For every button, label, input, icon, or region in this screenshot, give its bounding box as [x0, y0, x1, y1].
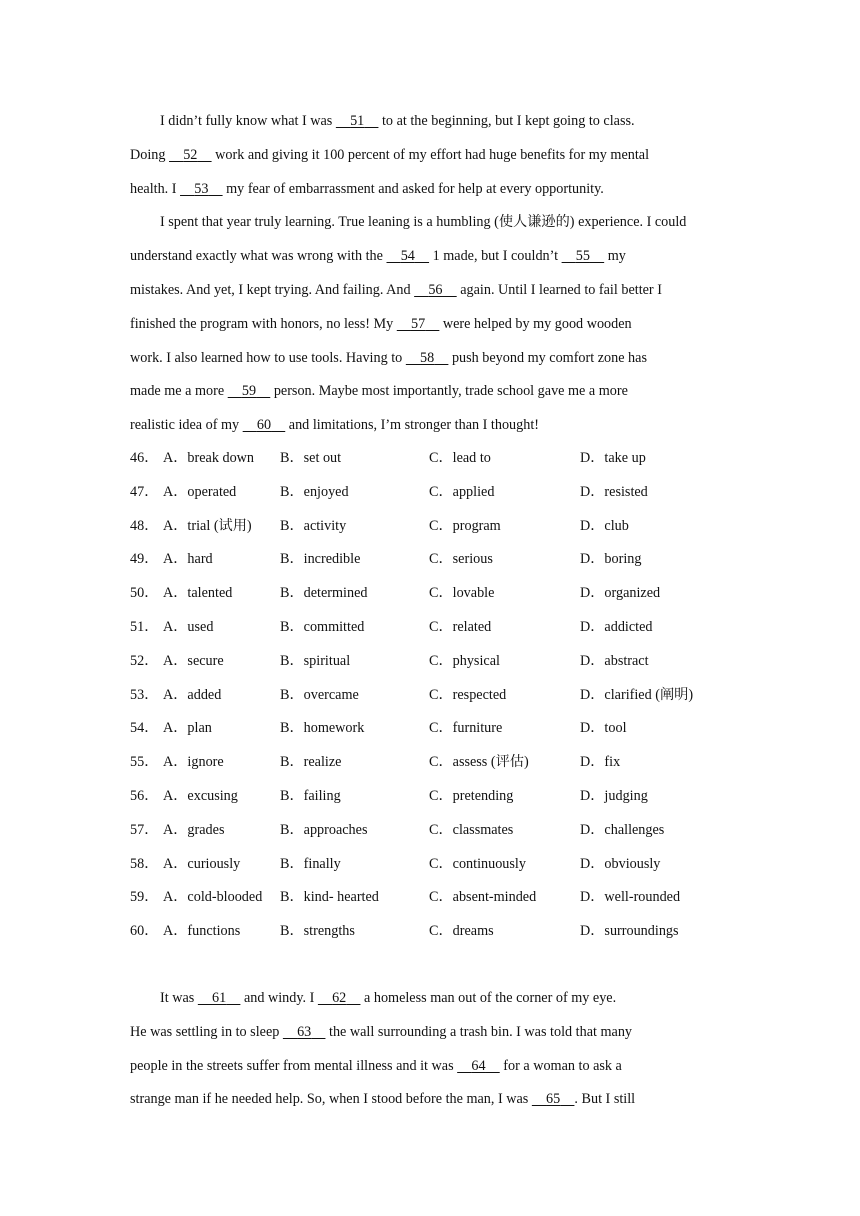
blank-60[interactable]: 60 [256, 417, 272, 434]
question-number: 54． [130, 720, 159, 737]
question-number: 51． [130, 618, 159, 635]
question-row [130, 543, 750, 577]
option-a[interactable]: A．functions [163, 923, 241, 940]
question-row [130, 611, 750, 645]
option-c[interactable]: C．furniture [429, 720, 503, 737]
blank-59[interactable]: 59 [241, 383, 257, 400]
question-row [130, 780, 750, 814]
blank-58[interactable]: 58 [420, 349, 435, 366]
blank-57[interactable]: 57 [410, 315, 426, 332]
option-d[interactable]: D．take up [580, 450, 646, 466]
question-row [130, 510, 750, 544]
option-a[interactable]: A．operated [163, 483, 237, 500]
option-a[interactable]: A．excusing [163, 787, 238, 804]
blank-64[interactable]: 64 [471, 1057, 486, 1074]
option-d[interactable]: D．fix [580, 754, 621, 771]
option-a[interactable]: A．curiously [163, 855, 241, 872]
blank-55[interactable]: 55 [575, 248, 590, 265]
question-row [130, 476, 750, 510]
option-d[interactable]: D．well-rounded [580, 889, 681, 906]
option-d[interactable]: D．surroundings [580, 923, 679, 940]
option-b[interactable]: B．activity [280, 517, 347, 534]
question-number: 55． [130, 754, 159, 771]
option-a[interactable]: A．plan [163, 720, 212, 737]
option-d[interactable]: D．organized [580, 585, 661, 602]
passage-line: work. I also learned how to use tools. Having to 58 push beyond my comfort zone has [130, 342, 740, 376]
blank-63[interactable]: 63 [297, 1023, 312, 1040]
option-b[interactable]: B．overcame [280, 686, 359, 703]
option-c[interactable]: C．absent-minded [429, 889, 537, 906]
blank-54[interactable]: 54 [400, 248, 415, 265]
option-a[interactable]: A．talented [163, 585, 233, 602]
question-row [130, 679, 750, 713]
option-b[interactable]: B．homework [280, 720, 365, 737]
question-number: 53． [130, 686, 159, 703]
passage-line: He was settling in to sleep 63 the wall surrounding a trash bin. I was told that many [130, 1016, 740, 1050]
question-number: 58． [130, 855, 159, 872]
question-row [130, 442, 750, 476]
question-row [130, 746, 750, 780]
passage-line: health. I 53 my fear of embarrassment and asked for help at every opportunity. [130, 173, 740, 207]
option-b[interactable]: B．set out [280, 450, 342, 466]
question-row [130, 881, 750, 915]
question-row [130, 848, 750, 882]
option-b[interactable]: B．spiritual [280, 652, 351, 669]
question-number: 50． [130, 585, 159, 602]
passage-line: finished the program with honors, no less! My 57 were helped by my good wooden [130, 308, 740, 342]
option-a[interactable]: A．ignore [163, 754, 224, 771]
option-b[interactable]: B．strengths [280, 923, 355, 940]
question-number: 49． [130, 551, 159, 568]
option-c[interactable]: C．lovable [429, 585, 495, 602]
passage-2 [130, 982, 740, 1117]
option-b[interactable]: B．failing [280, 787, 341, 804]
option-a[interactable]: A．break down [163, 450, 255, 466]
option-a[interactable]: A．hard [163, 551, 213, 568]
option-d[interactable]: D．obviously [580, 855, 661, 872]
option-b[interactable]: B．finally [280, 855, 341, 872]
blank-52[interactable]: 52 [183, 146, 198, 163]
passage-line: realistic idea of my 60 and limitations, I’m stronger than I thought! [130, 409, 740, 443]
option-b[interactable]: B．enjoyed [280, 483, 349, 500]
option-c[interactable]: C．related [429, 618, 492, 635]
option-d[interactable]: D．club [580, 517, 629, 534]
option-c[interactable]: C．applied [429, 483, 495, 500]
blank-61[interactable]: 61 [212, 990, 227, 1006]
option-a[interactable]: A．added [163, 686, 222, 703]
question-number: 60． [130, 923, 159, 940]
option-d[interactable]: D．boring [580, 551, 642, 568]
question-row [130, 577, 750, 611]
option-c[interactable]: C．lead to [429, 450, 491, 466]
option-d[interactable]: D．addicted [580, 618, 653, 635]
option-c[interactable]: C．continuously [429, 855, 526, 872]
question-row [130, 712, 750, 746]
option-d[interactable]: D．judging [580, 787, 648, 804]
option-a[interactable]: A．used [163, 618, 214, 635]
answer-options [130, 442, 750, 949]
passage-line: I didn’t fully know what I was 51 to at the beginning, but I kept going to class. [130, 105, 740, 139]
passage-line: I spent that year truly learning. True leaning is a humbling (使人谦逊的) experience. I could [160, 214, 687, 231]
option-a[interactable]: A．grades [163, 821, 225, 838]
option-b[interactable]: B．approaches [280, 821, 368, 838]
option-c[interactable]: C．dreams [429, 923, 494, 940]
question-number: 46． [130, 450, 159, 466]
option-b[interactable]: B．kind- hearted [280, 889, 379, 906]
option-c[interactable]: C．classmates [429, 821, 514, 838]
option-b[interactable]: B．determined [280, 585, 368, 602]
passage-line: understand exactly what was wrong with the 54 1 made, but I couldn’t 55 my [130, 240, 740, 274]
option-c[interactable]: C．program [429, 517, 501, 534]
option-b[interactable]: B．realize [280, 754, 342, 771]
question-row [130, 645, 750, 679]
blank-65[interactable]: 65 [546, 1091, 561, 1108]
option-a[interactable]: A．cold-blooded [163, 889, 263, 906]
passage-line: people in the streets suffer from mental illness and it was 64 for a woman to ask a [130, 1050, 740, 1084]
passage-line: Doing 52 work and giving it 100 percent of my effort had huge benefits for my mental [130, 139, 740, 173]
option-b[interactable]: B．committed [280, 618, 365, 635]
question-number: 57． [130, 821, 159, 838]
question-number: 52． [130, 652, 159, 669]
passage-line: It was 61 and windy. I 62 a homeless man out of the corner of my eye. [130, 982, 740, 1016]
option-c[interactable]: C．assess (评估) [429, 754, 529, 771]
option-c[interactable]: C．serious [429, 551, 493, 568]
blank-62[interactable]: 62 [332, 990, 347, 1006]
question-row [130, 915, 750, 949]
option-c[interactable]: C．respected [429, 686, 507, 703]
option-d[interactable]: D．clarified (阐明) [580, 686, 694, 703]
option-c[interactable]: C．physical [429, 652, 500, 669]
passage-line: strange man if he needed help. So, when I stood before the man, I was 65 . But I still [130, 1083, 740, 1117]
blank-53[interactable]: 53 [194, 180, 209, 197]
option-c[interactable]: C．pretending [429, 787, 514, 804]
blank-56[interactable]: 56 [428, 281, 443, 298]
passage-line: mistakes. And yet, I kept trying. And failing. And 56 again. Until I learned to fail better I [130, 274, 740, 308]
question-number: 47． [130, 483, 159, 500]
question-number: 48． [130, 517, 159, 534]
question-row [130, 814, 750, 848]
blank-51[interactable]: 51 [350, 113, 365, 129]
question-number: 56． [130, 787, 159, 804]
question-number: 59． [130, 889, 159, 906]
option-d[interactable]: D．challenges [580, 821, 665, 838]
passage-1 [130, 105, 740, 443]
passage-line: made me a more 59 person. Maybe most importantly, trade school gave me a more [130, 375, 740, 409]
option-d[interactable]: D．resisted [580, 483, 648, 500]
option-d[interactable]: D．abstract [580, 652, 649, 669]
option-d[interactable]: D．tool [580, 720, 627, 737]
option-a[interactable]: A．trial (试用) [163, 517, 252, 534]
option-a[interactable]: A．secure [163, 652, 224, 669]
option-b[interactable]: B．incredible [280, 551, 361, 568]
